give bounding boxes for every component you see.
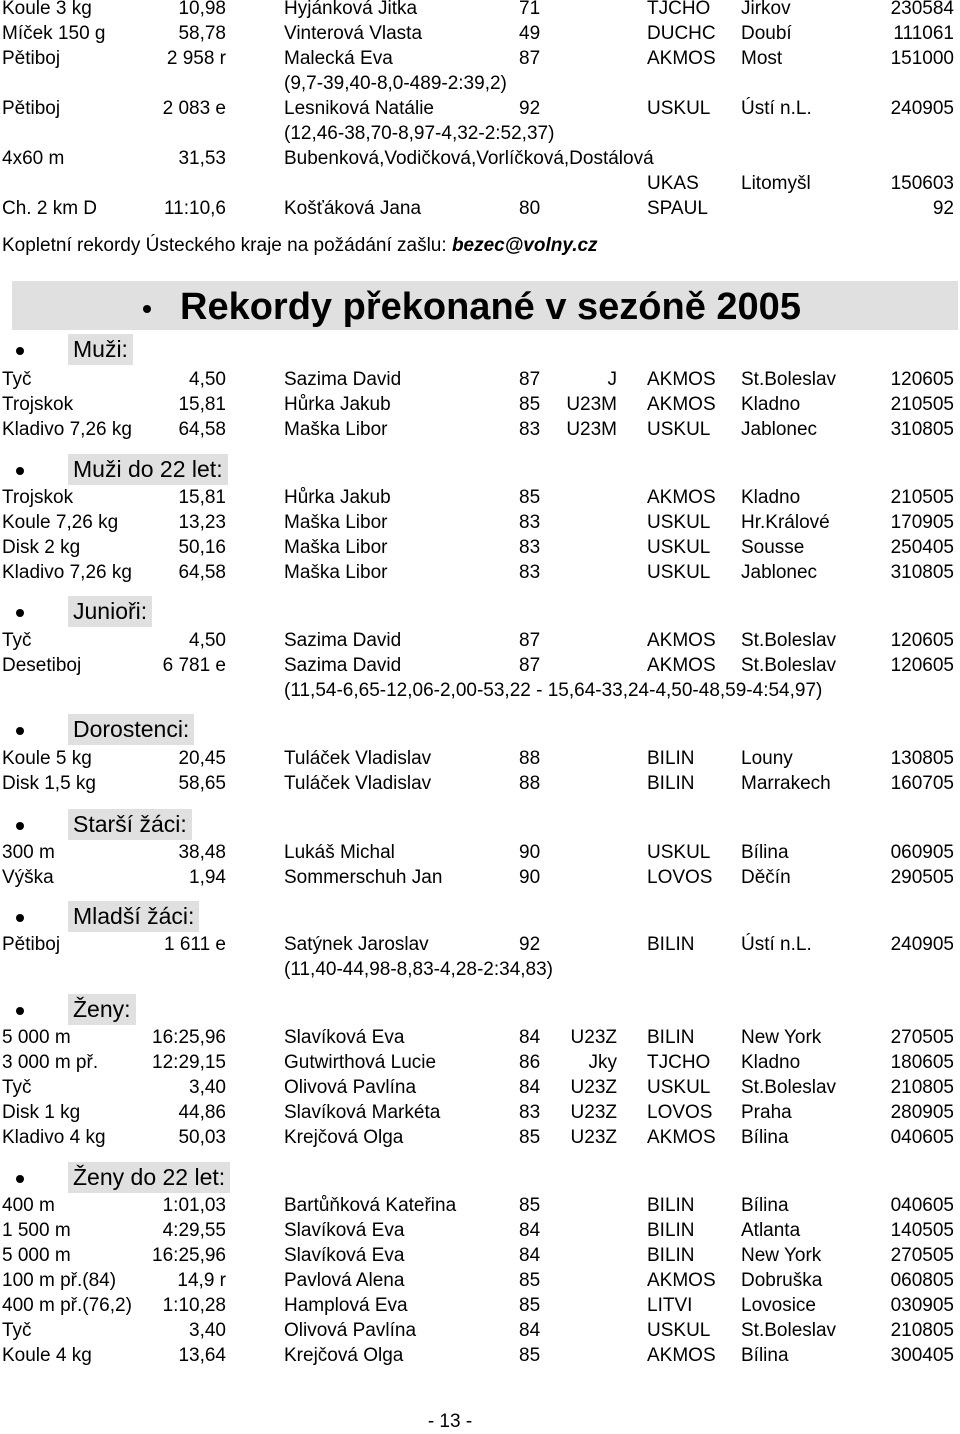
record-row (0, 746, 960, 771)
club-cell: USKUL (647, 98, 711, 119)
event-cell: Disk 1,5 kg (2, 773, 96, 794)
athlete-name-cell: Pavlová Alena (284, 1270, 405, 1291)
place-cell: Ústí n.L. (741, 98, 812, 119)
record-row (0, 367, 960, 392)
category-cell: U23M (566, 394, 617, 415)
birth-year-cell: 71 (519, 0, 541, 19)
result-cell: 15,81 (178, 394, 226, 415)
athlete-name-cell: Maška Libor (284, 537, 388, 558)
result-cell: 44,86 (178, 1102, 226, 1123)
club-cell: AKMOS (647, 1127, 716, 1148)
event-cell: Desetiboj (2, 655, 82, 676)
birth-year-cell: 87 (519, 369, 541, 390)
result-cell: 4,50 (189, 630, 226, 651)
event-cell: Koule 5 kg (2, 748, 92, 769)
record-row (0, 535, 960, 560)
result-cell: 50,03 (178, 1127, 226, 1148)
birth-year-cell: 90 (519, 842, 541, 863)
result-cell: 64,58 (178, 419, 226, 440)
place-cell: Kladno (741, 394, 801, 415)
event-cell: Kladivo 7,26 kg (2, 419, 132, 440)
event-cell: Trojskok (2, 487, 74, 508)
record-row (0, 146, 960, 171)
result-cell: 2 958 r (166, 48, 226, 69)
place-cell: Doubí (741, 23, 792, 44)
event-cell: Tyč (2, 1077, 32, 1098)
record-row (0, 1125, 960, 1150)
event-cell: 5 000 m (2, 1245, 71, 1266)
event-cell: 3 000 m př. (2, 1052, 99, 1073)
place-cell: Bílina (741, 1195, 789, 1216)
birth-year-cell: 83 (519, 512, 541, 533)
record-row (0, 771, 960, 796)
record-row (0, 46, 960, 71)
birth-year-cell: 85 (519, 487, 541, 508)
result-cell: 16:25,96 (152, 1245, 226, 1266)
birth-year-cell: 92 (519, 98, 541, 119)
club-cell: USKUL (647, 512, 711, 533)
club-cell: BILIN (647, 1027, 695, 1048)
club-cell: LOVOS (647, 867, 713, 888)
page-number: - 13 - (427, 1411, 473, 1432)
date-cell: 240905 (890, 934, 954, 955)
event-cell: 400 m (2, 1195, 55, 1216)
event-cell: Koule 4 kg (2, 1345, 92, 1366)
contact-note-text: Kopletní rekordy Ústeckého kraje na požádání zašlu: (2, 235, 452, 256)
event-cell: Tyč (2, 369, 32, 390)
place-cell: Bílina (741, 842, 789, 863)
birth-year-cell: 80 (519, 198, 541, 219)
event-cell: 300 m (2, 842, 55, 863)
athlete-name-cell: Slavíková Eva (284, 1027, 405, 1048)
event-splits: (11,54-6,65-12,06-2,00-53,22 - 15,64-33,24-4,50-48,59-4:54,97) (284, 680, 823, 701)
bullet-icon (143, 305, 151, 313)
date-cell: 151000 (890, 48, 954, 69)
event-cell: Ch. 2 km D (2, 198, 98, 219)
club-cell: USKUL (647, 537, 711, 558)
date-cell: 92 (932, 198, 954, 219)
record-row (0, 1100, 960, 1125)
date-cell: 120605 (890, 630, 954, 651)
record-row (0, 392, 960, 417)
birth-year-cell: 83 (519, 1102, 541, 1123)
club-cell: AKMOS (647, 394, 716, 415)
club-cell: USKUL (647, 842, 711, 863)
event-cell: Tyč (2, 630, 32, 651)
event-cell: Tyč (2, 1320, 32, 1341)
athlete-name-cell: Bartůňková Kateřina (284, 1195, 457, 1216)
event-cell: Koule 3 kg (2, 0, 92, 19)
category-cell: U23Z (570, 1027, 617, 1048)
bullet-icon (16, 1007, 24, 1015)
category-cell: U23Z (570, 1102, 617, 1123)
athlete-name-cell: Olivová Pavlína (284, 1077, 417, 1098)
club-cell: LOVOS (647, 1102, 713, 1123)
place-cell: St.Boleslav (741, 369, 837, 390)
place-cell: Jablonec (741, 562, 818, 583)
event-cell: 1 500 m (2, 1220, 71, 1241)
date-cell: 270505 (890, 1245, 954, 1266)
bullet-icon (16, 1175, 24, 1183)
record-row (0, 171, 960, 196)
contact-email: bezec@volny.cz (451, 235, 598, 256)
athlete-name-cell: Sazima David (284, 369, 402, 390)
record-row (0, 510, 960, 535)
place-cell: St.Boleslav (741, 630, 837, 651)
result-cell: 3,40 (189, 1320, 226, 1341)
club-cell: AKMOS (647, 48, 716, 69)
date-cell: 230584 (890, 0, 954, 19)
athlete-name-cell: Hamplová Eva (284, 1295, 408, 1316)
athlete-name-cell: Slavíková Markéta (284, 1102, 441, 1123)
date-cell: 060905 (890, 842, 954, 863)
event-splits: (9,7-39,40-8,0-489-2:39,2) (284, 73, 507, 94)
place-cell: Sousse (741, 537, 805, 558)
birth-year-cell: 87 (519, 48, 541, 69)
record-row (0, 485, 960, 510)
date-cell: 240905 (890, 98, 954, 119)
record-row (0, 1050, 960, 1075)
event-cell: Disk 2 kg (2, 537, 81, 558)
athlete-name-cell: Sazima David (284, 655, 402, 676)
birth-year-cell: 90 (519, 867, 541, 888)
birth-year-cell: 87 (519, 655, 541, 676)
date-cell: 210505 (890, 394, 954, 415)
date-cell: 111061 (893, 23, 954, 44)
date-cell: 040605 (890, 1195, 954, 1216)
result-cell: 13,23 (178, 512, 226, 533)
date-cell: 120605 (890, 369, 954, 390)
bullet-icon (16, 822, 24, 830)
date-cell: 130805 (890, 748, 954, 769)
bullet-icon (16, 347, 24, 355)
event-cell: Míček 150 g (2, 23, 106, 44)
place-cell: Bílina (741, 1345, 789, 1366)
birth-year-cell: 88 (519, 748, 541, 769)
place-cell: Ústí n.L. (741, 934, 812, 955)
record-row (0, 1243, 960, 1268)
athlete-name-cell: Slavíková Eva (284, 1245, 405, 1266)
athlete-name-cell: Satýnek Jaroslav (284, 934, 429, 955)
record-row (0, 1075, 960, 1100)
event-cell: Koule 7,26 kg (2, 512, 119, 533)
athlete-name-cell: Lukáš Michal (284, 842, 395, 863)
date-cell: 170905 (890, 512, 954, 533)
category-cell: U23Z (570, 1127, 617, 1148)
athlete-name-cell: Krejčová Olga (284, 1127, 404, 1148)
place-cell: Lovosice (741, 1295, 816, 1316)
event-cell: Kladivo 7,26 kg (2, 562, 132, 583)
birth-year-cell: 86 (519, 1052, 541, 1073)
section-heading: Mladší žáci: (68, 901, 199, 932)
club-cell: AKMOS (647, 1345, 716, 1366)
club-cell: AKMOS (647, 1270, 716, 1291)
club-cell: AKMOS (647, 369, 716, 390)
athlete-name-cell: Slavíková Eva (284, 1220, 405, 1241)
birth-year-cell: 85 (519, 1270, 541, 1291)
category-cell: J (607, 369, 617, 390)
athlete-name-cell: Hůrka Jakub (284, 487, 391, 508)
section-heading: Dorostenci: (68, 714, 194, 745)
section-heading: Ženy do 22 let: (68, 1162, 230, 1193)
event-cell: Pětiboj (2, 48, 61, 69)
athlete-name-cell: Sommerschuh Jan (284, 867, 443, 888)
date-cell: 140505 (890, 1220, 954, 1241)
record-row (0, 417, 960, 442)
club-cell: USKUL (647, 1320, 711, 1341)
birth-year-cell: 84 (519, 1027, 541, 1048)
club-cell: BILIN (647, 1245, 695, 1266)
result-cell: 4,50 (189, 369, 226, 390)
result-cell: 11:10,6 (164, 198, 226, 219)
date-cell: 290505 (890, 867, 954, 888)
club-cell: LITVI (647, 1295, 693, 1316)
date-cell: 160705 (890, 773, 954, 794)
place-cell: Marrakech (741, 773, 831, 794)
record-row (0, 1268, 960, 1293)
club-cell: AKMOS (647, 487, 716, 508)
club-cell: DUCHC (647, 23, 716, 44)
club-cell: AKMOS (647, 655, 716, 676)
athlete-name-cell: Hyjánková Jitka (284, 0, 418, 19)
athlete-name-cell: Lesniková Natálie (284, 98, 434, 119)
birth-year-cell: 84 (519, 1220, 541, 1241)
result-cell: 15,81 (178, 487, 226, 508)
category-cell: U23M (566, 419, 617, 440)
record-row (0, 1318, 960, 1343)
date-cell: 250405 (890, 537, 954, 558)
bullet-icon (16, 609, 24, 617)
section-heading: Junioři: (68, 596, 152, 627)
result-cell: 1:10,28 (162, 1295, 226, 1316)
result-cell: 58,65 (178, 773, 226, 794)
event-cell: Výška (2, 867, 54, 888)
athlete-name-cell: Maška Libor (284, 562, 388, 583)
result-cell: 31,53 (178, 148, 226, 169)
event-splits: (12,46-38,70-8,97-4,32-2:52,37) (284, 123, 555, 144)
place-cell: Jablonec (741, 419, 818, 440)
birth-year-cell: 83 (519, 537, 541, 558)
club-cell: USKUL (647, 562, 711, 583)
birth-year-cell: 85 (519, 1345, 541, 1366)
place-cell: Atlanta (741, 1220, 801, 1241)
record-row (0, 196, 960, 221)
place-cell: Bílina (741, 1127, 789, 1148)
date-cell: 150603 (890, 173, 954, 194)
event-cell: Pětiboj (2, 934, 61, 955)
section-heading: Ženy: (68, 994, 136, 1025)
birth-year-cell: 85 (519, 1127, 541, 1148)
athlete-name-cell: Hůrka Jakub (284, 394, 391, 415)
record-row (0, 560, 960, 585)
result-cell: 50,16 (178, 537, 226, 558)
birth-year-cell: 85 (519, 1295, 541, 1316)
result-cell: 20,45 (178, 748, 226, 769)
result-cell: 13,64 (178, 1345, 226, 1366)
event-cell: Trojskok (2, 394, 74, 415)
birth-year-cell: 84 (519, 1077, 541, 1098)
record-row (0, 840, 960, 865)
birth-year-cell: 85 (519, 394, 541, 415)
club-cell: SPAUL (647, 198, 708, 219)
place-cell: St.Boleslav (741, 655, 837, 676)
date-cell: 210805 (890, 1077, 954, 1098)
record-row (0, 628, 960, 653)
event-splits: (11,40-44,98-8,83-4,28-2:34,83) (284, 959, 553, 980)
date-cell: 210505 (890, 487, 954, 508)
date-cell: 180605 (890, 1052, 954, 1073)
club-cell: USKUL (647, 1077, 711, 1098)
place-cell: Kladno (741, 1052, 801, 1073)
record-row (0, 1025, 960, 1050)
place-cell: Praha (741, 1102, 792, 1123)
athlete-name-cell: Vinterová Vlasta (284, 23, 423, 44)
date-cell: 280905 (890, 1102, 954, 1123)
birth-year-cell: 84 (519, 1245, 541, 1266)
birth-year-cell: 88 (519, 773, 541, 794)
record-row (0, 1193, 960, 1218)
result-cell: 58,78 (178, 23, 226, 44)
athlete-name-cell: Gutwirthová Lucie (284, 1052, 437, 1073)
event-cell: 4x60 m (2, 148, 65, 169)
place-cell: Hr.Králové (741, 512, 830, 533)
club-cell: BILIN (647, 748, 695, 769)
club-cell: BILIN (647, 773, 695, 794)
bullet-icon (16, 727, 24, 735)
athlete-name-cell: Maška Libor (284, 419, 388, 440)
result-cell: 16:25,96 (152, 1027, 226, 1048)
athlete-name-cell: Tuláček Vladislav (284, 773, 432, 794)
record-row (0, 1343, 960, 1368)
event-cell: Pětiboj (2, 98, 61, 119)
record-row (0, 653, 960, 678)
section-heading: Muži do 22 let: (68, 454, 228, 485)
event-cell: Disk 1 kg (2, 1102, 81, 1123)
date-cell: 040605 (890, 1127, 954, 1148)
date-cell: 120605 (890, 655, 954, 676)
club-cell: USKUL (647, 419, 711, 440)
event-cell: 400 m př.(76,2) (2, 1295, 132, 1316)
record-row (0, 1218, 960, 1243)
contact-note (2, 233, 598, 258)
athlete-name-cell: Malecká Eva (284, 48, 393, 69)
birth-year-cell: 85 (519, 1195, 541, 1216)
section-heading: Starší žáci: (68, 809, 192, 840)
place-cell: Dobruška (741, 1270, 823, 1291)
record-row (0, 21, 960, 46)
athlete-name-cell: Olivová Pavlína (284, 1320, 417, 1341)
date-cell: 310805 (890, 562, 954, 583)
result-cell: 2 083 e (162, 98, 226, 119)
club-cell: TJCHO (647, 0, 711, 19)
date-cell: 030905 (890, 1295, 954, 1316)
birth-year-cell: 83 (519, 562, 541, 583)
result-cell: 4:29,55 (162, 1220, 226, 1241)
place-cell: Most (741, 48, 783, 69)
record-row (0, 932, 960, 957)
athlete-name-cell: Maška Libor (284, 512, 388, 533)
record-row (0, 96, 960, 121)
date-cell: 300405 (890, 1345, 954, 1366)
event-cell: 5 000 m (2, 1027, 71, 1048)
record-row (0, 1293, 960, 1318)
result-cell: 64,58 (178, 562, 226, 583)
athlete-name-cell: Tuláček Vladislav (284, 748, 432, 769)
section-heading: Muži: (68, 334, 133, 365)
category-cell: U23Z (570, 1077, 617, 1098)
place-cell: Louny (741, 748, 793, 769)
result-cell: 3,40 (189, 1077, 226, 1098)
birth-year-cell: 83 (519, 419, 541, 440)
date-cell: 310805 (890, 419, 954, 440)
banner-title: Rekordy překonané v sezóně 2005 (180, 286, 801, 328)
club-cell: AKMOS (647, 630, 716, 651)
place-cell: New York (741, 1027, 822, 1048)
place-cell: Jirkov (741, 0, 791, 19)
athlete-name-cell: Sazima David (284, 630, 402, 651)
club-cell: TJCHO (647, 1052, 711, 1073)
club-cell: BILIN (647, 1220, 695, 1241)
bullet-icon (16, 914, 24, 922)
place-cell: New York (741, 1245, 822, 1266)
birth-year-cell: 49 (519, 23, 541, 44)
result-cell: 38,48 (178, 842, 226, 863)
date-cell: 270505 (890, 1027, 954, 1048)
birth-year-cell: 92 (519, 934, 541, 955)
result-cell: 14,9 r (177, 1270, 226, 1291)
record-row (0, 865, 960, 890)
category-cell: Jky (588, 1052, 617, 1073)
result-cell: 1 611 e (164, 934, 226, 955)
place-cell: St.Boleslav (741, 1320, 837, 1341)
birth-year-cell: 87 (519, 630, 541, 651)
athlete-name-cell: Bubenková,Vodičková,Vorlíčková,Dostálová (284, 148, 654, 169)
bullet-icon (16, 467, 24, 475)
result-cell: 1:01,03 (162, 1195, 226, 1216)
event-cell: Kladivo 4 kg (2, 1127, 106, 1148)
result-cell: 12:29,15 (152, 1052, 226, 1073)
date-cell: 060805 (890, 1270, 954, 1291)
club-cell: BILIN (647, 1195, 695, 1216)
result-cell: 6 781 e (162, 655, 226, 676)
result-cell: 1,94 (189, 867, 226, 888)
place-cell: St.Boleslav (741, 1077, 837, 1098)
club-cell: UKAS (647, 173, 699, 194)
club-cell: BILIN (647, 934, 695, 955)
place-cell: Děčín (741, 867, 791, 888)
birth-year-cell: 84 (519, 1320, 541, 1341)
date-cell: 210805 (890, 1320, 954, 1341)
athlete-name-cell: Krejčová Olga (284, 1345, 404, 1366)
record-row (0, 0, 960, 21)
athlete-name-cell: Košťáková Jana (284, 198, 422, 219)
event-cell: 100 m př.(84) (2, 1270, 117, 1291)
place-cell: Kladno (741, 487, 801, 508)
place-cell: Litomyšl (741, 173, 811, 194)
result-cell: 10,98 (178, 0, 226, 19)
